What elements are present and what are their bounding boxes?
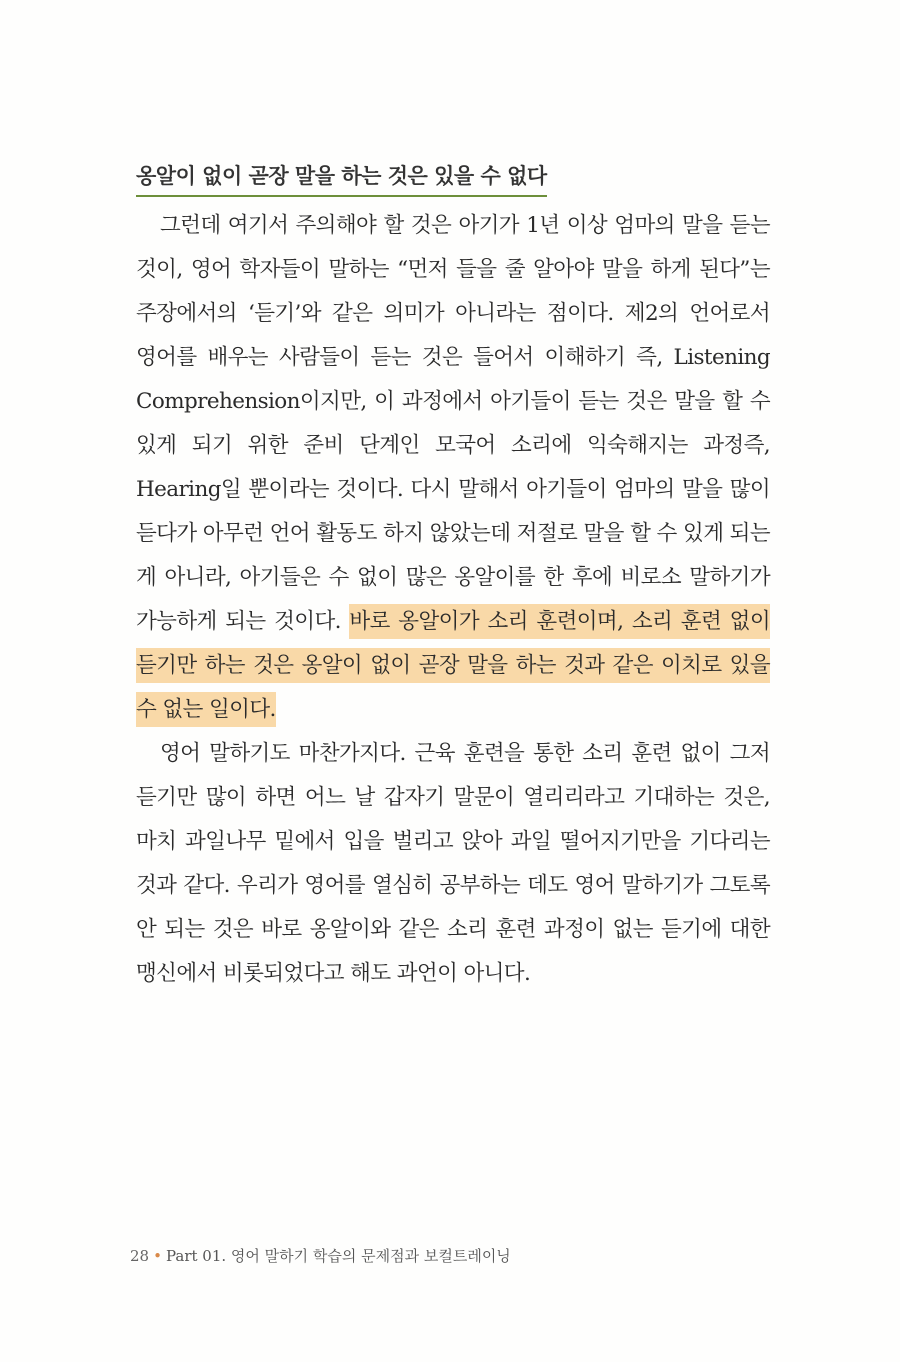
body-text <box>136 204 770 996</box>
paragraph-1 <box>136 204 770 732</box>
page-footer <box>130 1245 511 1266</box>
section-heading: 옹알이 없이 곧장 말을 하는 것은 있을 수 없다 <box>136 160 547 197</box>
paragraph-2: 영어 말하기도 마찬가지다. 근육 훈련을 통한 소리 훈련 없이 그저 듣기만 많이 하면 어느 날 갑자기 말문이 열리리라고 기대하는 것은, 마치 과일나무 밑에서 입을 벌리고 앉아 과일 떨어지기만을 기다리는 것과 같다. 우리가 영어를 열심히 공부하는 데도 영어 말하기가 그토록 안 되는 것은 바로 옹알이와 같은 소리 훈련 과정이 없는 듣기에 대한 맹신에서 비롯되었다고 해도 과언이 아니다. <box>136 741 770 986</box>
part-label: Part 01. 영어 말하기 학습의 문제점과 보컬트레이닝 <box>165 1247 511 1265</box>
bullet-dot-icon: • <box>153 1247 162 1265</box>
page-number: 28 <box>130 1247 150 1265</box>
highlighted-sentence: 바로 옹알이가 소리 훈련이며, 소리 훈련 없이 듣기만 하는 것은 옹알이 없이 곧장 말을 하는 것과 같은 이치로 있을 수 없는 일이다. <box>136 604 770 727</box>
paragraph-1-text: 그런데 여기서 주의해야 할 것은 아기가 1년 이상 엄마의 말을 듣는 것이, 영어 학자들이 말하는 “먼저 들을 줄 알아야 말을 하게 된다”는 주장에서의 ‘듣기’와 같은 의미가 아니라는 점이다. 제2의 언어로서 영어를 배우는 사람들이 듣는 것은 들어서 이해하기 즉, Listening Comprehension이지만, 이 과정에서 아기들이 듣는 것은 말을 할 수 있게 되기 위한 준비 단계인 모국어 소리에 익숙해지는 과정즉, Hearing일 뿐이라는 것이다. 다시 말해서 아기들이 엄마의 말을 많이 듣다가 아무런 언어 활동도 하지 않았는데 저절로 말을 할 수 있게 되는 게 아니라, 아기들은 수 없이 많은 옹알이를 한 후에 비로소 말하기가 가능하게 되는 것이다. <box>136 213 770 634</box>
